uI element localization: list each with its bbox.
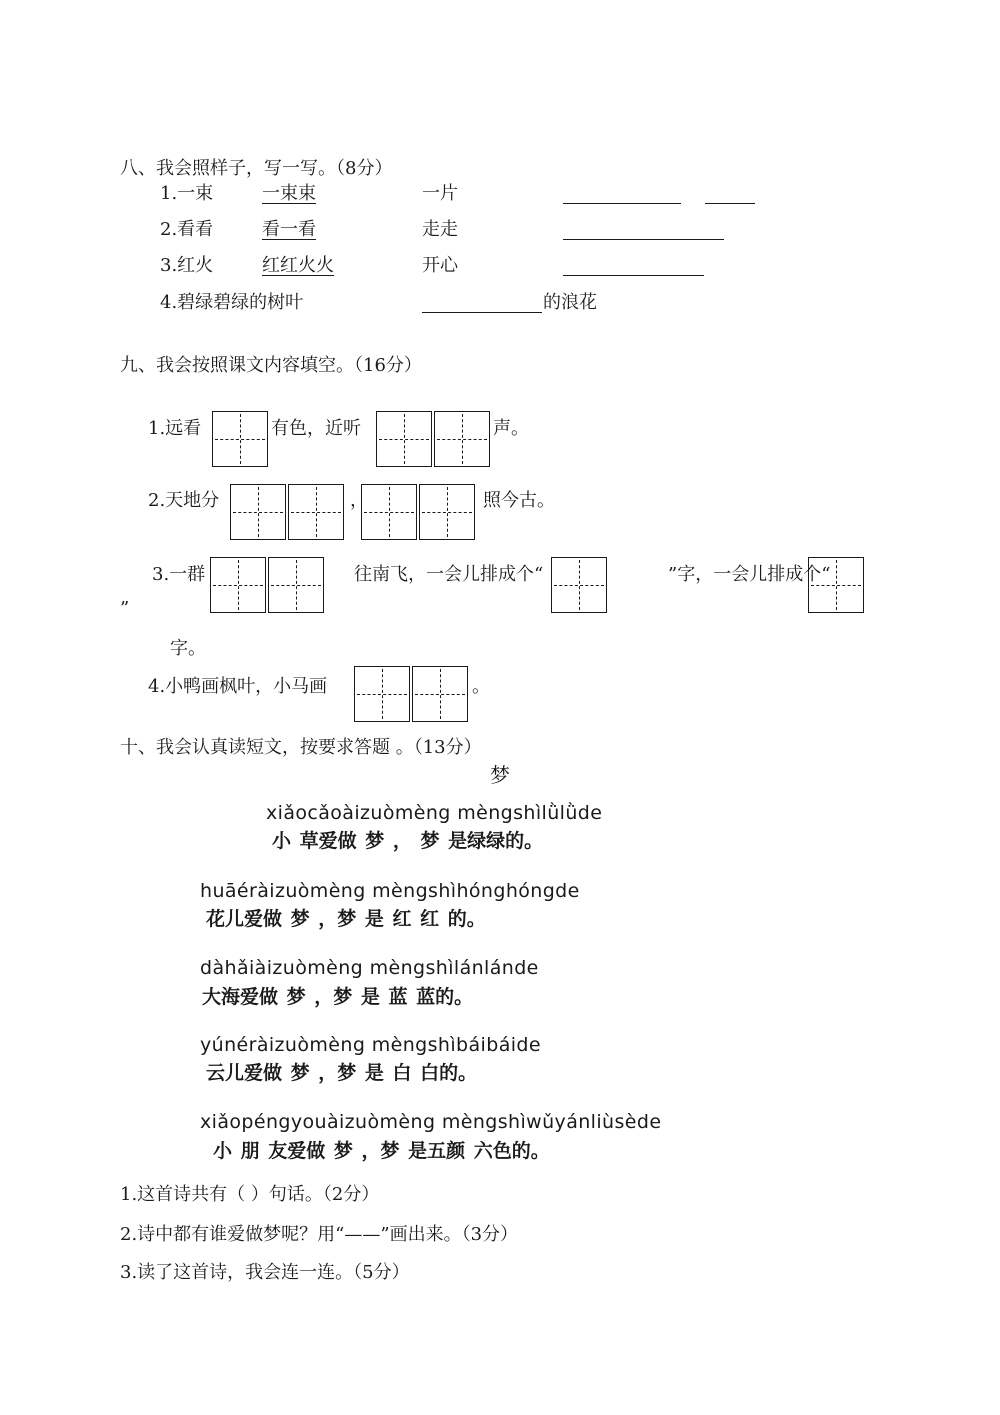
poem-line4-pinyin: yúnéràizuòmèng mèngshìbáibáide [200, 1034, 541, 1056]
s9-q3-text-a: 3.一群 [152, 564, 206, 585]
s9-q2-text-b: ， [350, 490, 368, 511]
s10-question-2: 2.诗中都有谁爱做梦呢？用“——”画出来。（3分） [120, 1224, 519, 1245]
s8-row2-example: 看一看 [262, 219, 316, 240]
s9-q2-box-3[interactable] [361, 484, 417, 540]
s8-row3-blank[interactable] [563, 275, 704, 276]
s9-q4-box-1[interactable] [354, 666, 410, 722]
s9-q3-text-d: ” [120, 598, 130, 619]
poem-line3-pinyin: dàhǎiàizuòmèng mèngshìlánlánde [200, 957, 539, 979]
s8-row2-number: 2.看看 [160, 219, 214, 240]
s9-q3-text-c: ”字，一会儿排成个“ [668, 564, 831, 585]
s9-q3-box-1[interactable] [210, 557, 266, 613]
s9-q2-box-2[interactable] [288, 484, 344, 540]
poem-line5-hanzi: 小 朋 友爱做 梦 ，梦 是五颜 六色的。 [213, 1140, 550, 1162]
s9-q1-text-a: 1.远看 [148, 418, 202, 439]
s8-row3-example: 红红火火 [262, 255, 334, 276]
s8-row1-blank-b[interactable] [705, 203, 755, 204]
poem-line4-hanzi: 云儿爱做 梦 ，梦 是 白 白的。 [206, 1062, 478, 1084]
poem-line2-pinyin: huāéràizuòmèng mèngshìhónghóngde [200, 880, 580, 902]
s10-question-1: 1.这首诗共有（ ）句话。（2分） [120, 1184, 380, 1205]
poem-line2-hanzi: 花儿爱做 梦 ，梦 是 红 红 的。 [206, 908, 486, 930]
s9-q2-box-4[interactable] [419, 484, 475, 540]
s9-q3-text-e: 字。 [170, 638, 206, 659]
s10-question-3: 3.读了这首诗，我会连一连。（5分） [120, 1262, 410, 1283]
s8-row1-word: 一片 [422, 183, 458, 204]
s9-q2-box-1[interactable] [230, 484, 286, 540]
s9-q3-box-2[interactable] [268, 557, 324, 613]
s9-q3-box-3[interactable] [551, 557, 607, 613]
poem-line1-pinyin: xiǎocǎoàizuòmèng mèngshìlǜlǜde [266, 802, 603, 824]
poem-line1-hanzi: 小 草爱做 梦 ， 梦 是绿绿的。 [272, 830, 544, 852]
section9-heading: 九、我会按照课文内容填空。（16分） [120, 355, 422, 376]
s9-q2-text-c: 照今古。 [483, 490, 555, 511]
s8-row1-blank-a[interactable] [563, 203, 681, 204]
s8-row4-prefix: 4.碧绿碧绿的树叶 [160, 292, 304, 313]
s9-q1-box-2[interactable] [376, 411, 432, 467]
s8-row3-word: 开心 [422, 255, 458, 276]
s9-q1-text-b: 有色，近听 [271, 418, 361, 439]
s9-q1-box-3[interactable] [434, 411, 490, 467]
s9-q1-box-1[interactable] [212, 411, 268, 467]
s8-row2-word: 走走 [422, 219, 458, 240]
section10-heading: 十、我会认真读短文，按要求答题 。（13分） [120, 737, 482, 758]
s9-q4-text-b: 。 [472, 676, 490, 697]
s9-q2-text-a: 2.天地分 [148, 490, 220, 511]
poem-line5-pinyin: xiǎopéngyouàizuòmèng mèngshìwǔyánliùsède [200, 1111, 662, 1133]
s9-q4-text-a: 4.小鸭画枫叶，小马画 [148, 676, 328, 697]
poem-title: 梦 [490, 763, 510, 787]
poem-line3-hanzi: 大海爱做 梦 ，梦 是 蓝 蓝的。 [202, 986, 474, 1008]
s8-row1-example: 一束束 [262, 183, 316, 204]
s9-q3-box-4[interactable] [808, 557, 864, 613]
s9-q4-box-2[interactable] [412, 666, 468, 722]
s9-q1-text-c: 声。 [493, 418, 529, 439]
s8-row2-blank[interactable] [563, 239, 724, 240]
s8-row3-number: 3.红火 [160, 255, 214, 276]
s9-q3-text-b: 往南飞，一会儿排成个“ [354, 564, 544, 585]
s8-row4-blank[interactable] [422, 312, 542, 313]
s8-row4-suffix: 的浪花 [543, 292, 597, 313]
section8-heading: 八、我会照样子，写一写。（8分） [120, 158, 393, 179]
s8-row1-number: 1.一束 [160, 183, 214, 204]
